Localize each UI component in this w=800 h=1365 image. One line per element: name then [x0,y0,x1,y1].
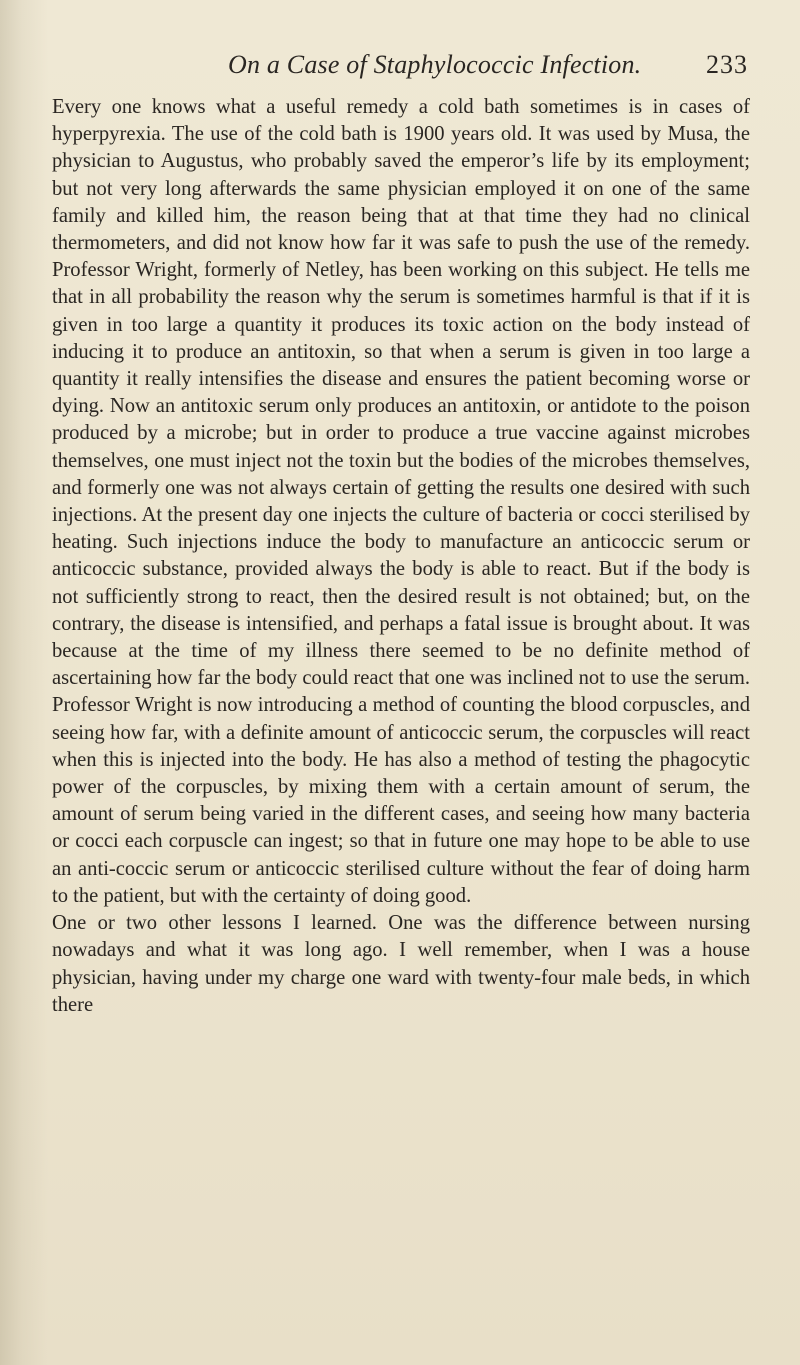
running-title: On a Case of Staphylococcic Infection. [228,50,642,79]
paragraph: One or two other lessons I learned. One was the difference between nursing nowadays and what it was long ago. I well remember, when I was a house physician, having under my charge one ward with twenty-four male beds, in which there [52,912,750,1016]
body-text [52,94,750,1019]
page-header [228,50,748,84]
page-number: 233 [706,50,748,79]
paragraph: Every one knows what a useful remedy a cold bath sometimes is in cases of hyperpyrexia. The use of the cold bath is 1900 years old. It was used by Musa, the physician to Augustus, who probably saved the emperor’s life by its employment; but not very long afterwards the same physician employed it on one of the same family and killed him, the reason being that at that time they had no clinical thermometers, and did not know how far it was safe to push the use of the remedy. Professor Wright, formerly of Netley, has been working on this subject. He tells me that in all probability the reason why the serum is sometimes harmful is that if it is given in too large a quantity it produces its toxic action on the body instead of inducing it to produce an antitoxin, so that when a serum is given in too large a quantity it really intensifies the disease and ensures the patient becoming worse or dying. Now an antitoxic serum only produces an antitoxin, or antidote to the poison produced by a microbe; but in order to produce a true vaccine against microbes themselves, one must inject not the toxin but the bodies of the microbes themselves, and formerly one was not always certain of getting the results one desired with such injections. At the present day one injects the culture of bacteria or cocci sterilised by heating. Such injections induce the body to manufacture an anticoccic serum or anticoccic substance, provided always the body is able to react. But if the body is not sufficiently strong to react, then the desired result is not obtained; but, on the contrary, the disease is intensified, and perhaps a fatal issue is brought about. It was because at the time of my illness there seemed to be no definite method of ascertaining how far the body could react that one was inclined not to use the serum. Professor Wright is now introducing a method of counting the blood corpuscles, and seeing how far, with a definite amount of anticoccic serum, the corpuscles will react when this is injected into the body. He has also a method of testing the phagocytic power of the corpuscles, by mixing them with a certain amount of serum, the amount of serum being varied in the different cases, and seeing how many bacteria or cocci each corpuscle can ingest; so that in future one may hope to be able to use an anti-coccic serum or anticoccic sterilised culture without the fear of doing harm to the patient, but with the certainty of doing good. [52,96,750,907]
